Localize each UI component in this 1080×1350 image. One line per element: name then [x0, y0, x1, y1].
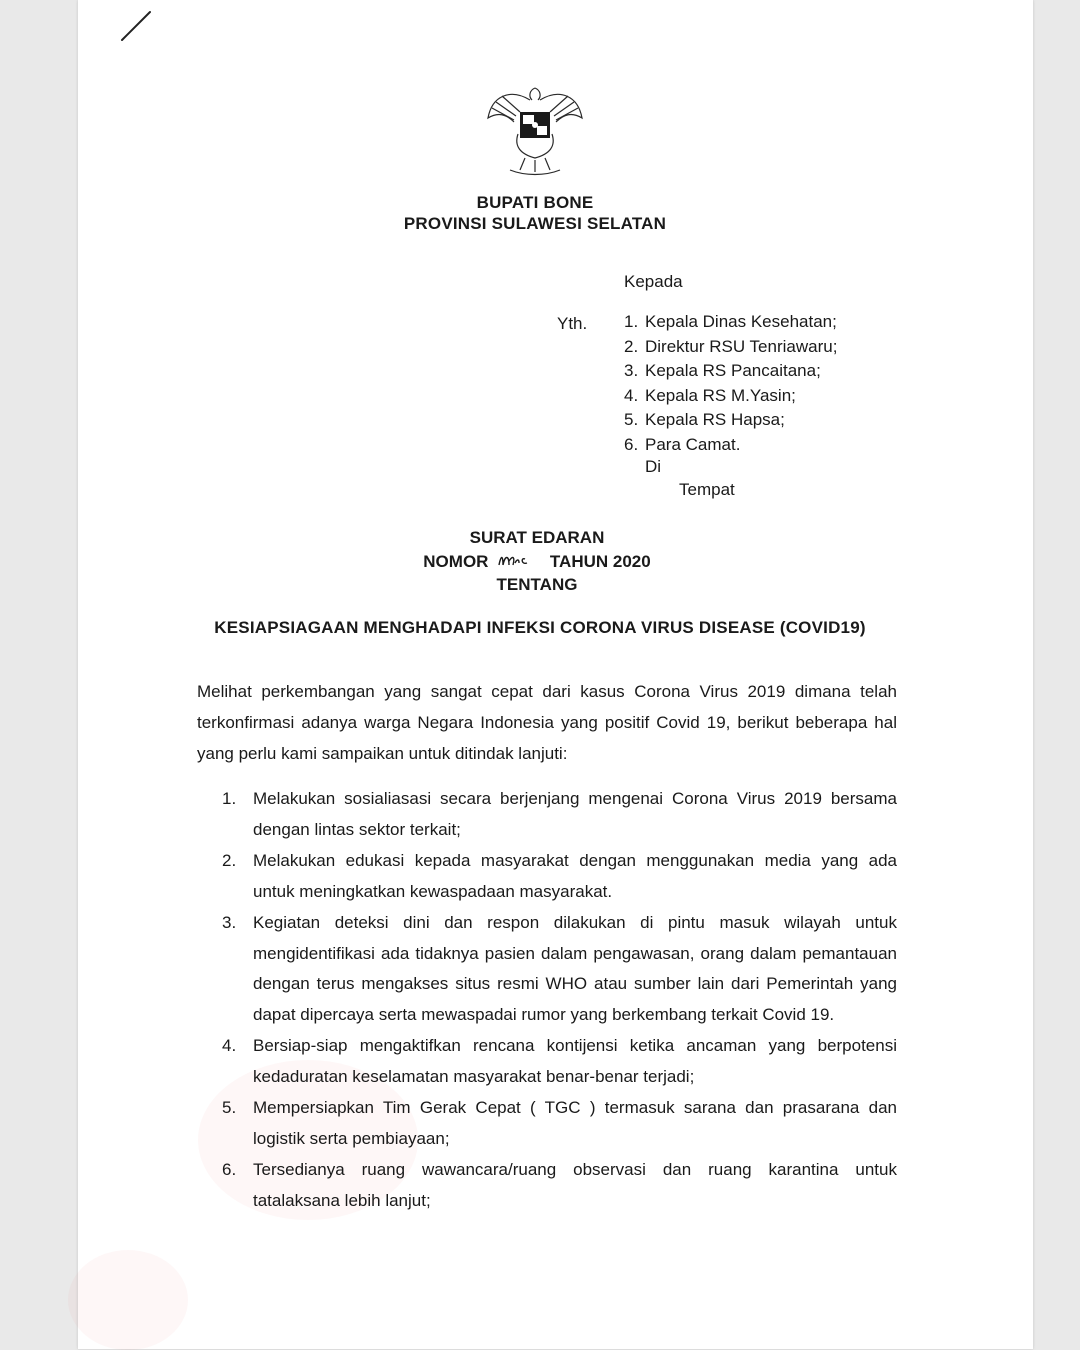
circular-number — [0, 552, 1077, 572]
handwritten-number-icon — [497, 553, 539, 567]
instruction-item: 5. Mempersiapkan Tim Gerak Cepat ( TGC ) termasuk sarana dan prasarana dan logistik serta pembiayaan; — [222, 1098, 897, 1148]
recipient-item: 2. Direktur RSU Tenriawaru; — [624, 336, 838, 356]
recipient-item: 3. Kepala RS Pancaitana; — [624, 361, 821, 380]
address-tempat: Tempat — [679, 480, 735, 499]
instruction-item: 1. Melakukan sosialiasasi secara berjenjang mengenai Corona Virus 2019 bersama dengan lintas sektor terkait; — [222, 789, 897, 839]
paper-stain — [68, 1250, 188, 1350]
instruction-list — [222, 784, 897, 1217]
intro-paragraph: Melihat perkembangan yang sangat cepat dari kasus Corona Virus 2019 dimana telah terkonfirmasi adanya warga Negara Indonesia yang positif Covid 19, berikut beberapa hal yang perlu kami sampaikan untuk ditindak lanjuti: — [197, 682, 897, 763]
tentang-label: TENTANG — [496, 575, 578, 594]
nomor-label: NOMOR — [423, 552, 489, 571]
tahun-label: TAHUN 2020 — [549, 552, 651, 571]
letterhead-province: PROVINSI SULAWESI SELATAN — [403, 214, 667, 233]
handwritten-number — [497, 553, 539, 571]
yth-label: Yth. — [557, 314, 588, 333]
recipient-item: 4. Kepala RS M.Yasin; — [624, 385, 796, 405]
instruction-item: 6. Tersedianya ruang wawancara/ruang observasi dan ruang karantina untuk tatalaksana lebih lanjut; — [222, 1160, 897, 1210]
pen-stroke-icon — [118, 8, 158, 44]
circular-subject: KESIAPSIAGAAN MENGHADAPI INFEKSI CORONA VIRUS DISEASE (COVID19) — [214, 618, 866, 637]
instruction-item: 2. Melakukan edukasi kepada masyarakat dengan menggunakan media yang ada untuk meningkatkan kewaspadaan masyarakat. — [222, 851, 897, 901]
letterhead-title: BUPATI BONE — [476, 193, 594, 212]
instruction-item: 4. Bersiap-siap mengaktifkan rencana kontijensi ketika ancaman yang berpotensi kedaduratan keselamatan masyarakat benar-benar terjadi; — [222, 1036, 897, 1086]
garuda-emblem-icon — [480, 78, 590, 178]
recipient-item: 5. Kepala RS Hapsa; — [624, 410, 785, 429]
address-di: Di — [645, 457, 662, 476]
recipient-item: 6. Para Camat. — [624, 434, 741, 454]
recipient-list — [624, 310, 837, 457]
circular-title: SURAT EDARAN — [469, 528, 605, 547]
recipient-item: 1. Kepala Dinas Kesehatan; — [624, 312, 837, 331]
addressee-label: Kepada — [624, 272, 683, 291]
instruction-item: 3. Kegiatan deteksi dini dan respon dilakukan di pintu masuk wilayah untuk mengidentifikasi ada tidaknya pasien dalam pengawasan, orang dalam pemantauan dengan terus mengakses situs resmi WHO atau sumber lain dari Pemerintah yang dapat dipercaya serta mewaspadai rumor yang berkembang terkait Covid 19. — [222, 913, 897, 1024]
